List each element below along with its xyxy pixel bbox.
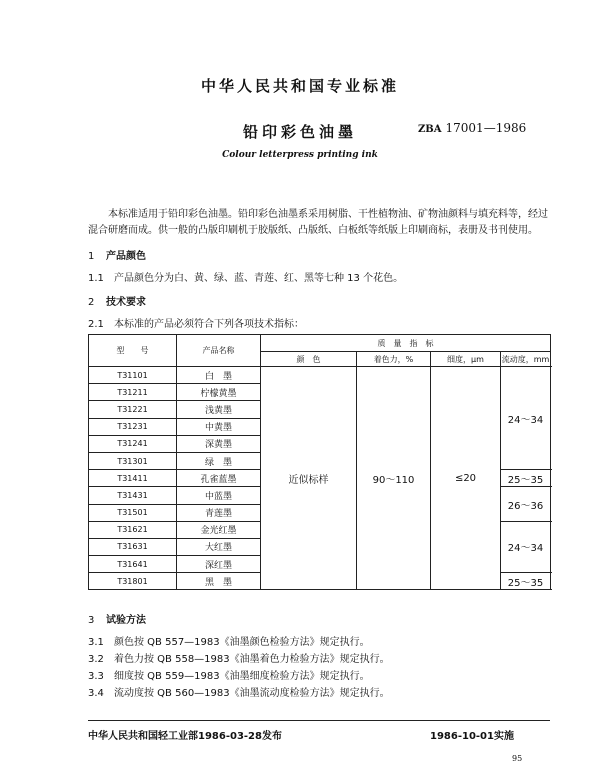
cell-model: T31301 bbox=[89, 452, 177, 469]
cell-fluidity-value: 24～34 bbox=[501, 367, 551, 470]
cell-model: T31641 bbox=[89, 556, 177, 573]
cell-product-name: 青莲墨 bbox=[177, 504, 261, 521]
standard-organization: 中华人民共和国专业标准 bbox=[200, 77, 399, 95]
cell-model: T31621 bbox=[89, 521, 177, 538]
cell-product-name: 柠檬黄墨 bbox=[177, 384, 261, 401]
cell-strength-value: 90～110 bbox=[357, 367, 431, 590]
cell-product-name: 金光红墨 bbox=[177, 521, 261, 538]
standard-code bbox=[418, 121, 526, 135]
footer-divider bbox=[88, 720, 550, 721]
cell-product-name: 孔雀蓝墨 bbox=[177, 470, 261, 487]
method-3-4: 3.4 流动度按 QB 560—1983《油墨流动度检验方法》规定执行。 bbox=[88, 688, 390, 699]
english-title: Colour letterpress printing ink bbox=[222, 150, 378, 160]
standard-code-number: 17001—1986 bbox=[445, 121, 527, 135]
method-3-1: 3.1 颜色按 QB 557—1983《油墨颜色检验方法》规定执行。 bbox=[88, 637, 370, 648]
cell-fluidity-value: 24～34 bbox=[501, 521, 551, 573]
cell-fineness-value: ≤20 bbox=[431, 367, 501, 590]
effective-date: 1986-10-01实施 bbox=[430, 731, 514, 742]
cell-model: T31231 bbox=[89, 418, 177, 435]
cell-product-name: 浅黄墨 bbox=[177, 401, 261, 418]
header-quality-index: 质 量 指 标 bbox=[261, 335, 551, 352]
cell-model: T31631 bbox=[89, 538, 177, 555]
cell-product-name: 绿 墨 bbox=[177, 452, 261, 469]
clause-1-1: 1.1 产品颜色分为白、黄、绿、蓝、青莲、红、黑等七种 13 个花色。 bbox=[88, 273, 404, 284]
cell-model: T31431 bbox=[89, 487, 177, 504]
page-number: 95 bbox=[512, 754, 523, 763]
spec-table bbox=[88, 334, 551, 590]
section-1-heading: 1 产品颜色 bbox=[88, 251, 146, 262]
cell-model: T31801 bbox=[89, 573, 177, 590]
cell-fluidity-value: 25～35 bbox=[501, 573, 551, 590]
document-title: 铅印彩色油墨 bbox=[242, 123, 357, 141]
cell-model: T31411 bbox=[89, 470, 177, 487]
cell-product-name: 白 墨 bbox=[177, 367, 261, 384]
cell-product-name: 中蓝墨 bbox=[177, 487, 261, 504]
cell-fluidity-value: 25～35 bbox=[501, 470, 551, 487]
clause-2-1: 2.1 本标准的产品必须符合下列各项技术指标： bbox=[88, 319, 304, 330]
cell-model: T31211 bbox=[89, 384, 177, 401]
standard-code-prefix: ZBA bbox=[418, 124, 442, 135]
cell-fluidity-value: 26～36 bbox=[501, 487, 551, 521]
cell-product-name: 中黄墨 bbox=[177, 418, 261, 435]
intro-paragraph: 本标准适用于铅印彩色油墨。铅印彩色油墨系采用树脂、干性植物油、矿物油颜料与填充料等，经过混合研磨而成。供一般的凸版印刷机于胶版纸、凸版纸、白板纸等纸版上印刷商标，表册及书刊使用。 bbox=[88, 209, 548, 236]
method-3-3: 3.3 细度按 QB 559—1983《油墨细度检验方法》规定执行。 bbox=[88, 671, 370, 682]
section-2-heading: 2 技术要求 bbox=[88, 297, 146, 308]
header-fineness: 细度，μm bbox=[431, 352, 501, 367]
cell-model: T31501 bbox=[89, 504, 177, 521]
issue-date: 中华人民共和国轻工业部1986-03-28发布 bbox=[88, 731, 282, 742]
cell-model: T31221 bbox=[89, 401, 177, 418]
section-3-heading: 3 试验方法 bbox=[88, 615, 146, 626]
cell-model: T31101 bbox=[89, 367, 177, 384]
method-3-2: 3.2 着色力按 QB 558—1983《油墨着色力检验方法》规定执行。 bbox=[88, 654, 390, 665]
cell-product-name: 黑 墨 bbox=[177, 573, 261, 590]
header-model: 型 号 bbox=[89, 335, 177, 367]
header-product-name: 产品名称 bbox=[177, 335, 261, 367]
cell-color-value: 近似标样 bbox=[261, 367, 357, 590]
cell-model: T31241 bbox=[89, 435, 177, 452]
header-fluidity: 流动度，mm bbox=[501, 352, 551, 367]
header-tinting-strength: 着色力，% bbox=[357, 352, 431, 367]
cell-product-name: 深黄墨 bbox=[177, 435, 261, 452]
cell-product-name: 大红墨 bbox=[177, 538, 261, 555]
cell-product-name: 深红墨 bbox=[177, 556, 261, 573]
header-color: 颜 色 bbox=[261, 352, 357, 367]
